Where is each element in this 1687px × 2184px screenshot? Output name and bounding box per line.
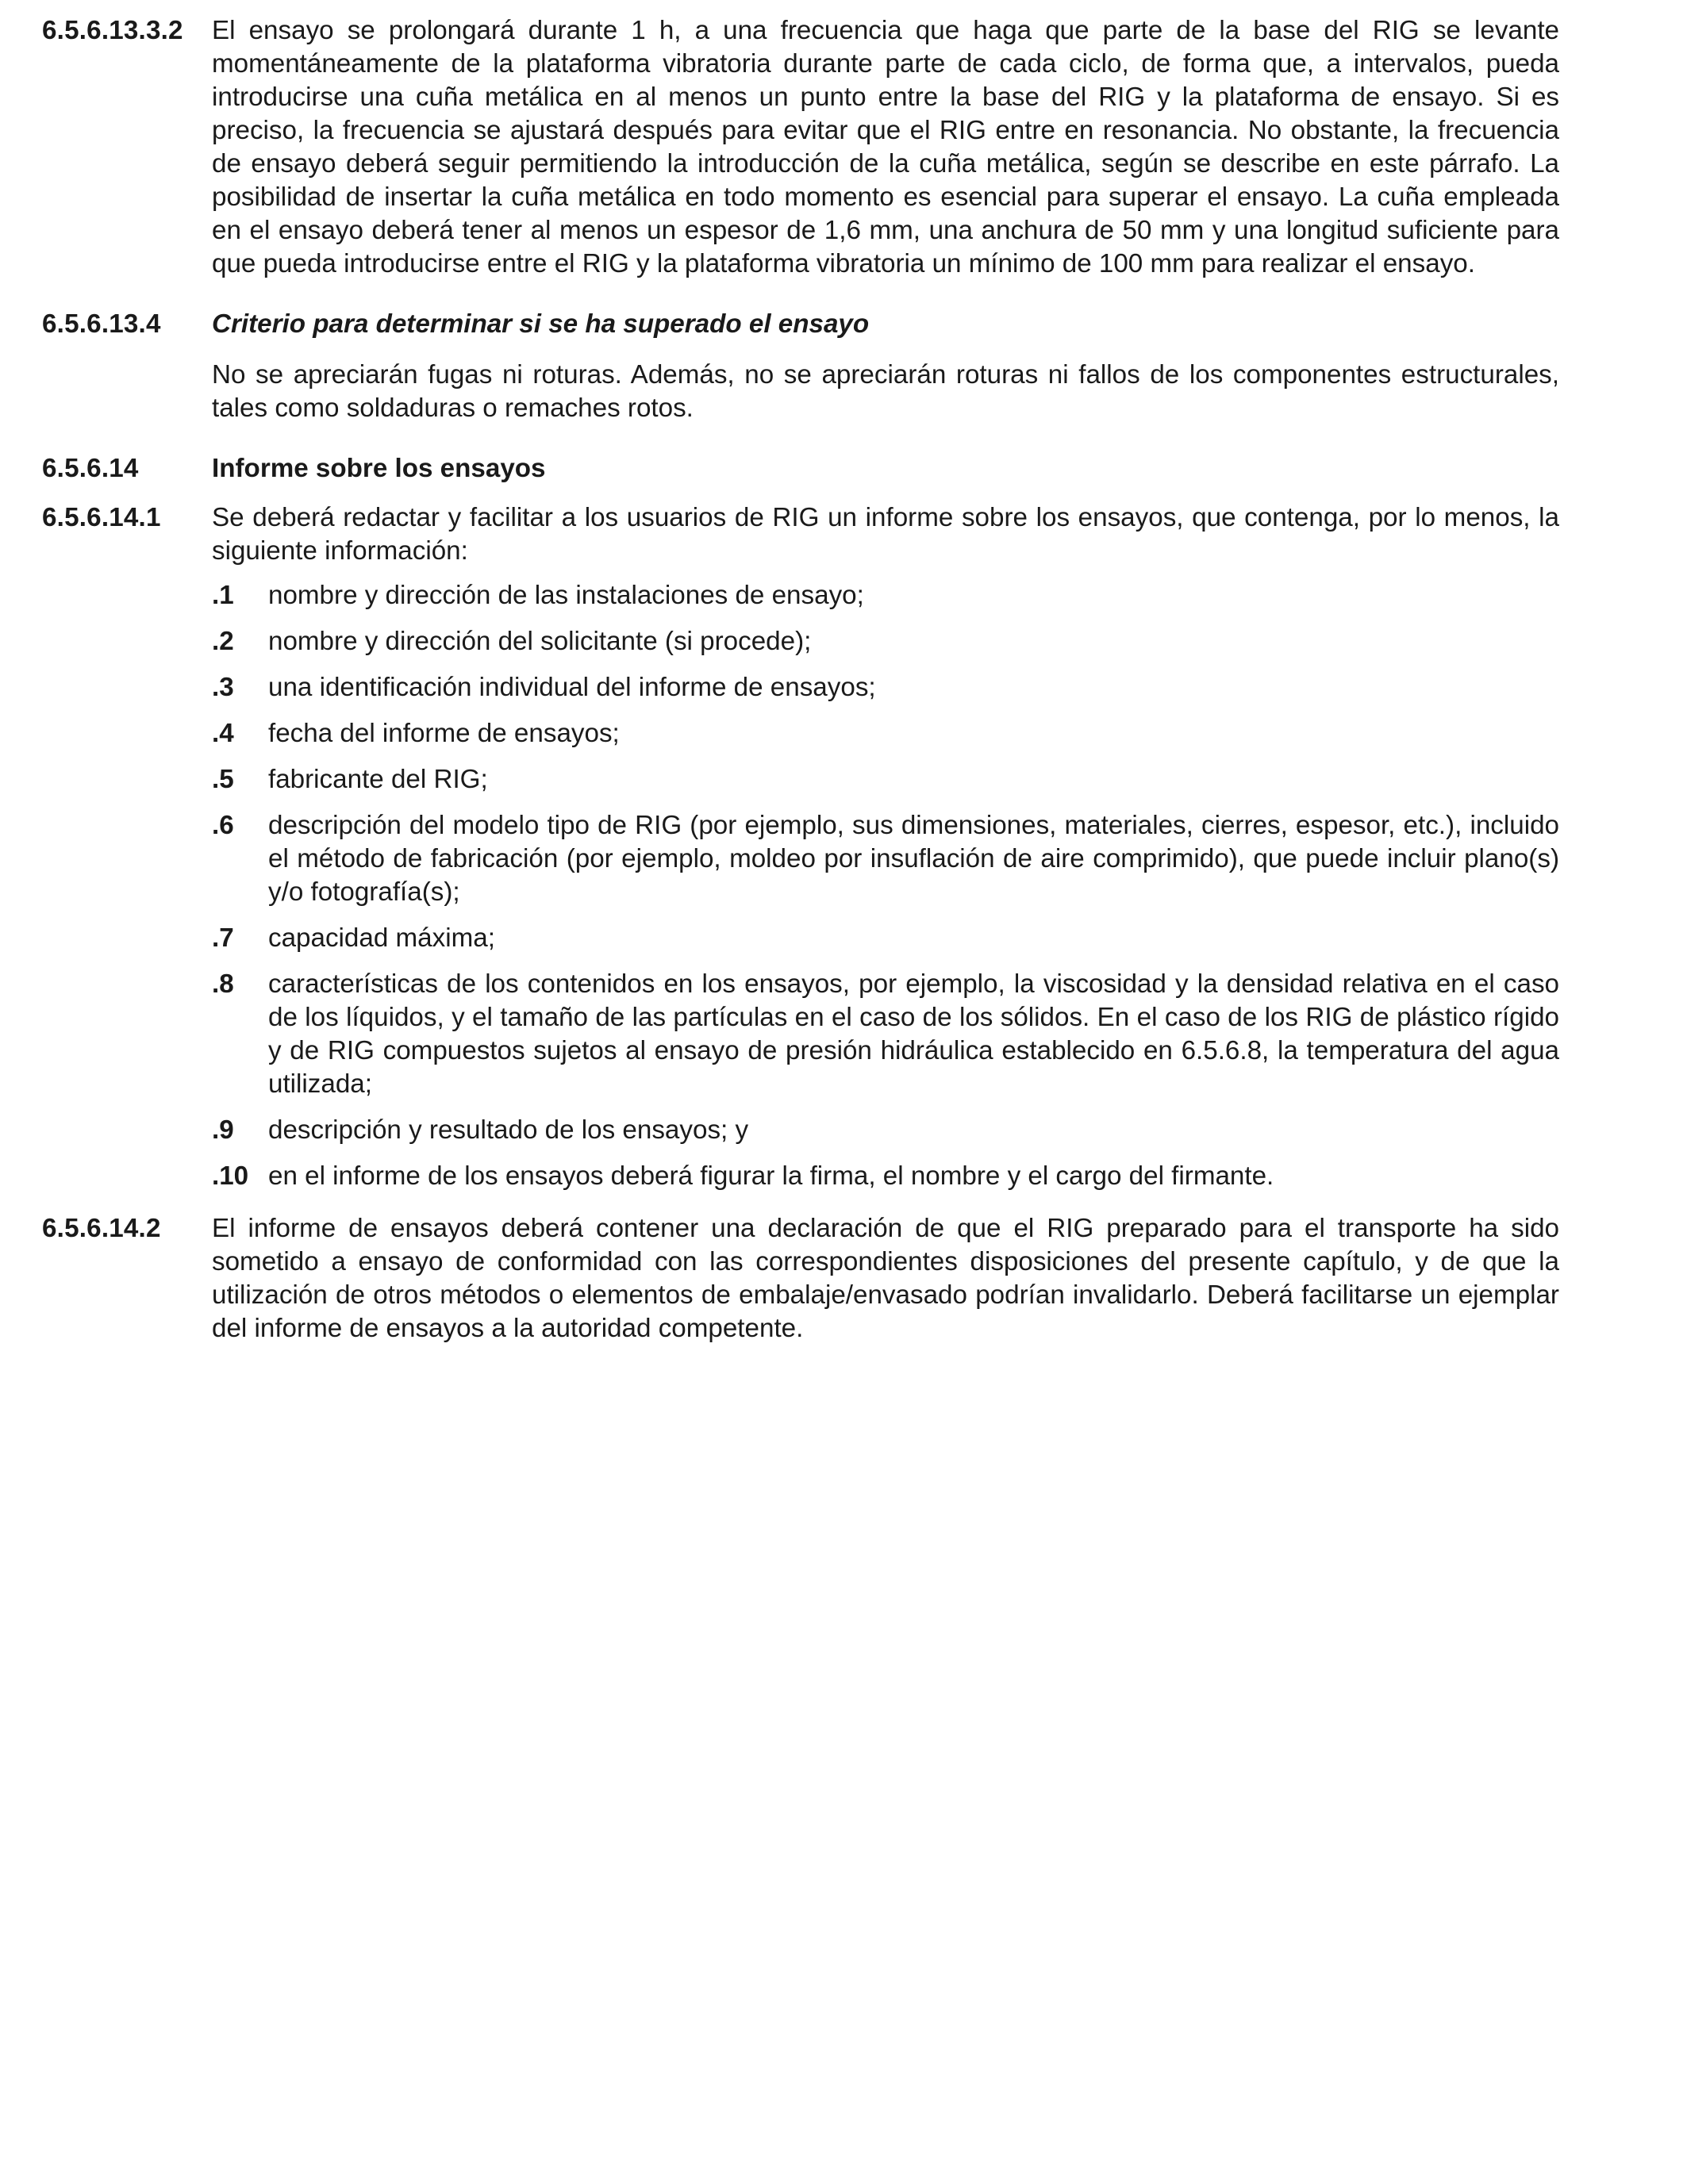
section-paragraph: Se deberá redactar y facilitar a los usuarios de RIG un informe sobre los ensayos, que contenga, por lo menos, la siguiente información:: [212, 503, 1559, 566]
list-item-text: fabricante del RIG;: [268, 765, 488, 794]
list-item: [212, 922, 1559, 955]
list-item-text: nombre y dirección del solicitante (si procede);: [268, 627, 812, 656]
list-item-number: .1: [212, 581, 234, 610]
list-item-text: en el informe de los ensayos deberá figurar la firma, el nombre y el cargo del firmante.: [268, 1161, 1274, 1191]
section-number: 6.5.6.13.4: [42, 309, 161, 339]
section-paragraph: No se apreciarán fugas ni roturas. Además, no se apreciarán roturas ni fallos de los componentes estructurales, tales como soldaduras o remaches rotos.: [212, 360, 1559, 423]
section-6-5-6-13-3-2: [42, 14, 1559, 281]
list-item-number: .4: [212, 719, 234, 748]
section-paragraph: El informe de ensayos deberá contener una declaración de que el RIG preparado para el transporte ha sido sometido a ensayo de conformidad con las correspondientes disposiciones del presente capítulo, y de que la utilización de otros métodos o elementos de embalaje/envasado podrían invalidarlo. Deberá facilitarse un ejemplar del informe de ensayos a la autoridad competente.: [212, 1214, 1559, 1343]
list-item: [212, 809, 1559, 909]
list-item-text: descripción y resultado de los ensayos; y: [268, 1115, 749, 1145]
section-heading: Criterio para determinar si se ha superado el ensayo: [212, 309, 870, 339]
section-6-5-6-14-1: [42, 501, 1559, 568]
section-number: 6.5.6.14.2: [42, 1214, 161, 1243]
section-number: 6.5.6.14.1: [42, 503, 161, 532]
list-item: [212, 717, 1559, 750]
report-info-list: [212, 579, 1559, 1193]
list-item-number: .8: [212, 969, 234, 999]
section-6-5-6-14: [42, 452, 1559, 486]
list-item-text: una identificación individual del informe de ensayos;: [268, 673, 876, 702]
list-item: [212, 1114, 1559, 1147]
list-item-text: nombre y dirección de las instalaciones de ensayo;: [268, 581, 864, 610]
list-item: [212, 671, 1559, 704]
list-item: [212, 968, 1559, 1101]
list-item-number: .9: [212, 1115, 234, 1145]
list-item: [212, 763, 1559, 796]
section-number: 6.5.6.14: [42, 454, 139, 483]
section-6-5-6-14-2: [42, 1212, 1559, 1345]
list-item-number: .6: [212, 811, 234, 840]
list-item-number: .5: [212, 765, 234, 794]
list-item: [212, 625, 1559, 658]
section-paragraph: El ensayo se prolongará durante 1 h, a una frecuencia que haga que parte de la base del RIG se levante momentáneamente de la plataforma vibratoria durante parte de cada ciclo, de forma que, a intervalos, pueda introducirse una cuña metálica en al menos un punto entre la base del RIG y la plataforma de ensayo. Si es preciso, la frecuencia se ajustará después para evitar que el RIG entre en resonancia. No obstante, la frecuencia de ensayo deberá seguir permitiendo la introducción de la cuña metálica, según se describe en este párrafo. La posibilidad de insertar la cuña metálica en todo momento es esencial para superar el ensayo. La cuña empleada en el ensayo deberá tener al menos un espesor de 1,6 mm, una anchura de 50 mm y una longitud suficiente para que pueda introducirse entre el RIG y la plataforma vibratoria un mínimo de 100 mm para realizar el ensayo.: [212, 16, 1559, 278]
list-item-text: capacidad máxima;: [268, 923, 495, 953]
list-item-text: descripción del modelo tipo de RIG (por ejemplo, sus dimensiones, materiales, cierres, espesor, etc.), incluido el método de fabricación (por ejemplo, moldeo por insuflación de aire comprimido), que puede incluir plano(s) y/o fotografía(s);: [268, 811, 1559, 907]
list-item-text: fecha del informe de ensayos;: [268, 719, 620, 748]
list-item: [212, 579, 1559, 612]
list-item-number: .3: [212, 673, 234, 702]
section-heading: Informe sobre los ensayos: [212, 454, 546, 483]
list-item: [212, 1160, 1559, 1193]
document-page: [42, 14, 1559, 1345]
list-item-number: .2: [212, 627, 234, 656]
list-item-number: .7: [212, 923, 234, 953]
section-number: 6.5.6.13.3.2: [42, 16, 183, 45]
section-6-5-6-13-4: [42, 308, 1559, 341]
list-item-text: características de los contenidos en los ensayos, por ejemplo, la viscosidad y la densidad relativa en el caso de los líquidos, y el tamaño de las partículas en el caso de los sólidos. En el caso de los RIG de plástico rígido y de RIG compuestos sujetos al ensayo de presión hidráulica establecido en 6.5.6.8, la temperatura del agua utilizada;: [268, 969, 1559, 1099]
list-item-number: .10: [212, 1161, 249, 1191]
